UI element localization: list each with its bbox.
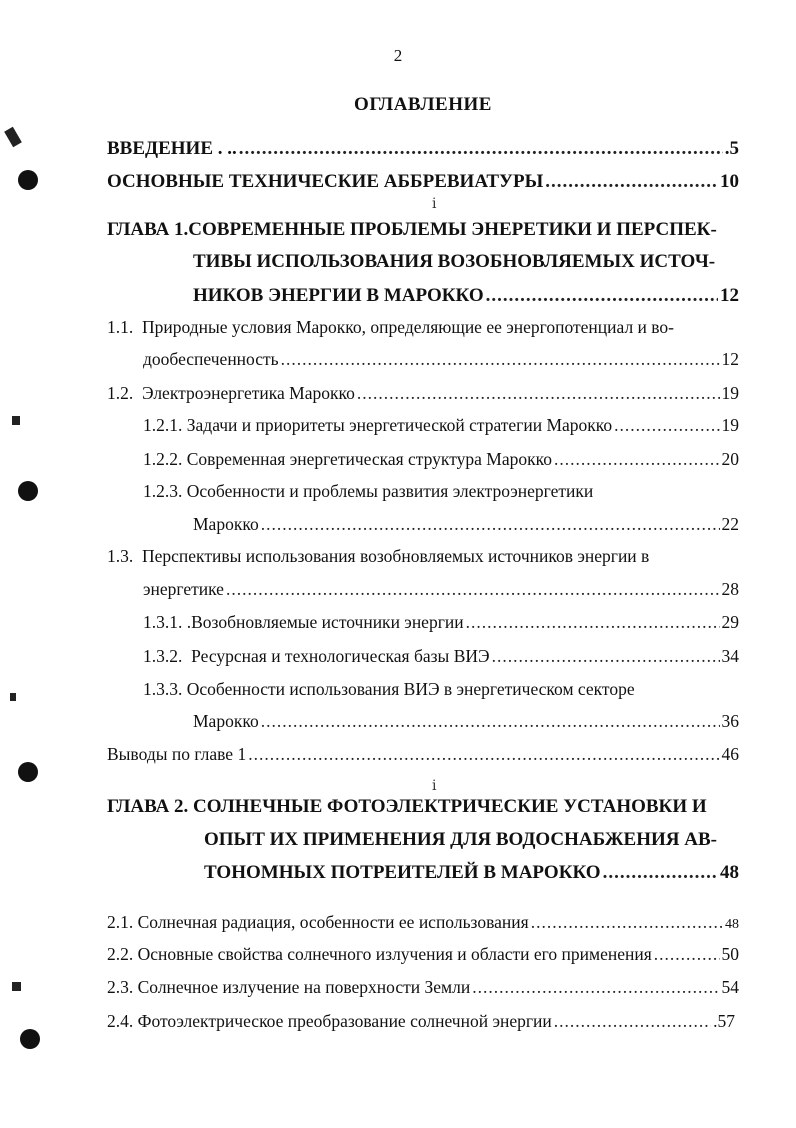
toc-entry-text: Современная энергетическая структура Марокко [186, 449, 552, 469]
toc-entry-section-1-1 [143, 349, 739, 370]
leader-dots [531, 912, 723, 933]
leader-dots [614, 415, 719, 436]
section-number: 2.1. [107, 912, 134, 932]
toc-page-number: 19 [721, 415, 739, 435]
toc-entry-section-1-3-2 [143, 646, 739, 667]
toc-entry-text: НИКОВ ЭНЕРГИИ В МАРОККО [193, 285, 484, 306]
leader-dots [466, 612, 720, 633]
scan-artifact-speck [10, 693, 16, 701]
section-1-3-3-line1 [143, 679, 635, 700]
toc-entry-text: Солнечная радиация, особенности ее использования [137, 912, 529, 932]
scan-artifact-tick: ⅰ [432, 197, 437, 212]
toc-entry-text: Особенности использования ВИЭ в энергетическом секторе [186, 679, 635, 699]
punch-hole-mark [20, 1029, 40, 1049]
leader-dots [472, 977, 719, 998]
toc-entry-section-2-4 [107, 1011, 735, 1032]
toc-page-number: 19 [721, 383, 739, 403]
section-number: 1.1. [107, 317, 134, 337]
leader-dots [248, 744, 719, 765]
toc-page-number: 22 [721, 514, 739, 534]
section-1-3-line1 [107, 546, 649, 567]
scan-artifact-speck [4, 127, 22, 148]
toc-entry-text: Солнечное излучение на поверхности Земли [137, 977, 471, 997]
chapter1-heading-line2: ТИВЫ ИСПОЛЬЗОВАНИЯ ВОЗОБНОВЛЯЕМЫХ ИСТОЧ- [193, 251, 716, 272]
toc-page-number: 46 [721, 744, 739, 764]
toc-page-number: 48 [720, 862, 739, 883]
toc-entry-text: Электроэнергетика Марокко [142, 383, 355, 403]
toc-entry-text: Основные свойства солнечного излучения и области его применения [137, 944, 652, 964]
leader-dots [492, 646, 720, 667]
leader-dots [554, 449, 720, 470]
toc-entry-text: Задачи и приоритеты энергетической стратегии Марокко [186, 415, 613, 435]
section-1-2-3-line1 [143, 481, 593, 502]
toc-entry-chapter1 [193, 285, 739, 307]
section-number: 1.3. [107, 546, 134, 566]
leader-dots [486, 285, 718, 307]
toc-page-number: 48 [725, 917, 739, 932]
leader-dots [603, 862, 718, 884]
toc-entry-section-1-2-1 [143, 415, 739, 436]
leader-dots [261, 514, 720, 535]
scan-artifact-speck [12, 982, 21, 991]
toc-page-number: 34 [721, 646, 739, 666]
section-number: 2.3. [107, 977, 134, 997]
toc-entry-section-1-2-3 [193, 514, 739, 535]
toc-page-number: 36 [721, 711, 739, 731]
section-number: 1.3.3. [143, 679, 183, 699]
toc-entry-text: .Возобновляемые источники энергии [186, 612, 464, 632]
toc-entry-section-2-3 [107, 977, 739, 998]
toc-entry-section-2-2 [107, 944, 739, 965]
toc-entry-section-1-2 [107, 383, 739, 404]
leader-dots [357, 383, 720, 404]
chapter1-heading-line1: ГЛАВА 1.СОВРЕМЕННЫЕ ПРОБЛЕМЫ ЭНЕРЕТИКИ И ПЕРСПЕК- [107, 219, 717, 240]
page-number: 2 [393, 46, 403, 65]
toc-entry-introduction [107, 138, 739, 160]
toc-entry-text: ВВЕДЕНИЕ . .. [107, 138, 237, 159]
punch-hole-mark [18, 170, 38, 190]
toc-entry-section-1-3-1 [143, 612, 739, 633]
toc-entry-text: Перспективы использования возобновляемых источников энергии в [142, 546, 650, 566]
toc-entry-text: Особенности и проблемы развития электроэнергетики [186, 481, 594, 501]
toc-entry-text: ОСНОВНЫЕ ТЕХНИЧЕСКИЕ АББРЕВИАТУРЫ [107, 171, 544, 192]
toc-page-number: 20 [721, 449, 739, 469]
toc-entry-section-1-3 [143, 579, 739, 600]
toc-entry-text: Марокко [193, 514, 259, 534]
toc-page-number: .57 [713, 1011, 735, 1031]
section-number: 1.2. [107, 383, 134, 403]
toc-entry-section-2-1 [107, 912, 739, 933]
toc-entry-text: дообеспеченность [143, 349, 279, 369]
toc-entry-text: Фотоэлектрическое преобразование солнечной энергии [137, 1011, 552, 1031]
section-number: 2.4. [107, 1011, 134, 1031]
toc-page-number: .5 [724, 138, 739, 159]
section-number: 1.3.2. [143, 646, 183, 666]
toc-entry-text: Природные условия Марокко, определяющие ее энергопотенциал и во- [142, 317, 675, 337]
toc-entry-chapter2 [204, 862, 739, 884]
section-number: 1.2.1. [143, 415, 183, 435]
scan-artifact-speck [12, 416, 20, 425]
toc-entry-section-1-3-3 [193, 711, 739, 732]
toc-entry-text: энергетике [143, 579, 224, 599]
scan-artifact-tick: ⅰ [432, 779, 437, 794]
punch-hole-mark [18, 481, 38, 501]
section-number: 1.2.3. [143, 481, 183, 501]
toc-page-number: 54 [721, 977, 739, 997]
toc-entry-conclusions-1 [107, 744, 739, 765]
leader-dots [554, 1011, 711, 1032]
toc-entry-text: ТОНОМНЫХ ПОТРЕИТЕЛЕЙ В МАРОККО [204, 862, 601, 883]
page-title: ОГЛАВЛЕНИЕ [354, 94, 492, 115]
section-number: 1.2.2. [143, 449, 183, 469]
punch-hole-mark [18, 762, 38, 782]
toc-entry-text: Марокко [193, 711, 259, 731]
leader-dots [226, 579, 720, 600]
toc-page-number: 28 [721, 579, 739, 599]
leader-dots [281, 349, 720, 370]
toc-entry-text: Ресурсная и технологическая базы ВИЭ [191, 646, 490, 666]
section-number: 1.3.1. [143, 612, 183, 632]
toc-entry-text: Выводы по главе 1 [107, 744, 247, 764]
toc-page-number: 50 [721, 944, 739, 964]
section-number: 2.2. [107, 944, 134, 964]
leader-dots [239, 138, 723, 160]
toc-page-number: 12 [720, 285, 739, 306]
chapter2-heading-line2: ОПЫТ ИХ ПРИМЕНЕНИЯ ДЛЯ ВОДОСНАБЖЕНИЯ АВ- [204, 829, 717, 850]
leader-dots [545, 171, 718, 193]
leader-dots [261, 711, 720, 732]
toc-page-number: 29 [721, 612, 739, 632]
toc-entry-section-1-2-2 [143, 449, 739, 470]
toc-page-number: 12 [721, 349, 739, 369]
section-1-1-line1 [107, 317, 674, 338]
toc-page-number: 10 [720, 171, 739, 192]
toc-entry-abbreviations [107, 171, 739, 193]
leader-dots [654, 944, 720, 965]
chapter2-heading-line1: ГЛАВА 2. СОЛНЕЧНЫЕ ФОТОЭЛЕКТРИЧЕСКИЕ УСТАНОВКИ И [107, 796, 707, 817]
